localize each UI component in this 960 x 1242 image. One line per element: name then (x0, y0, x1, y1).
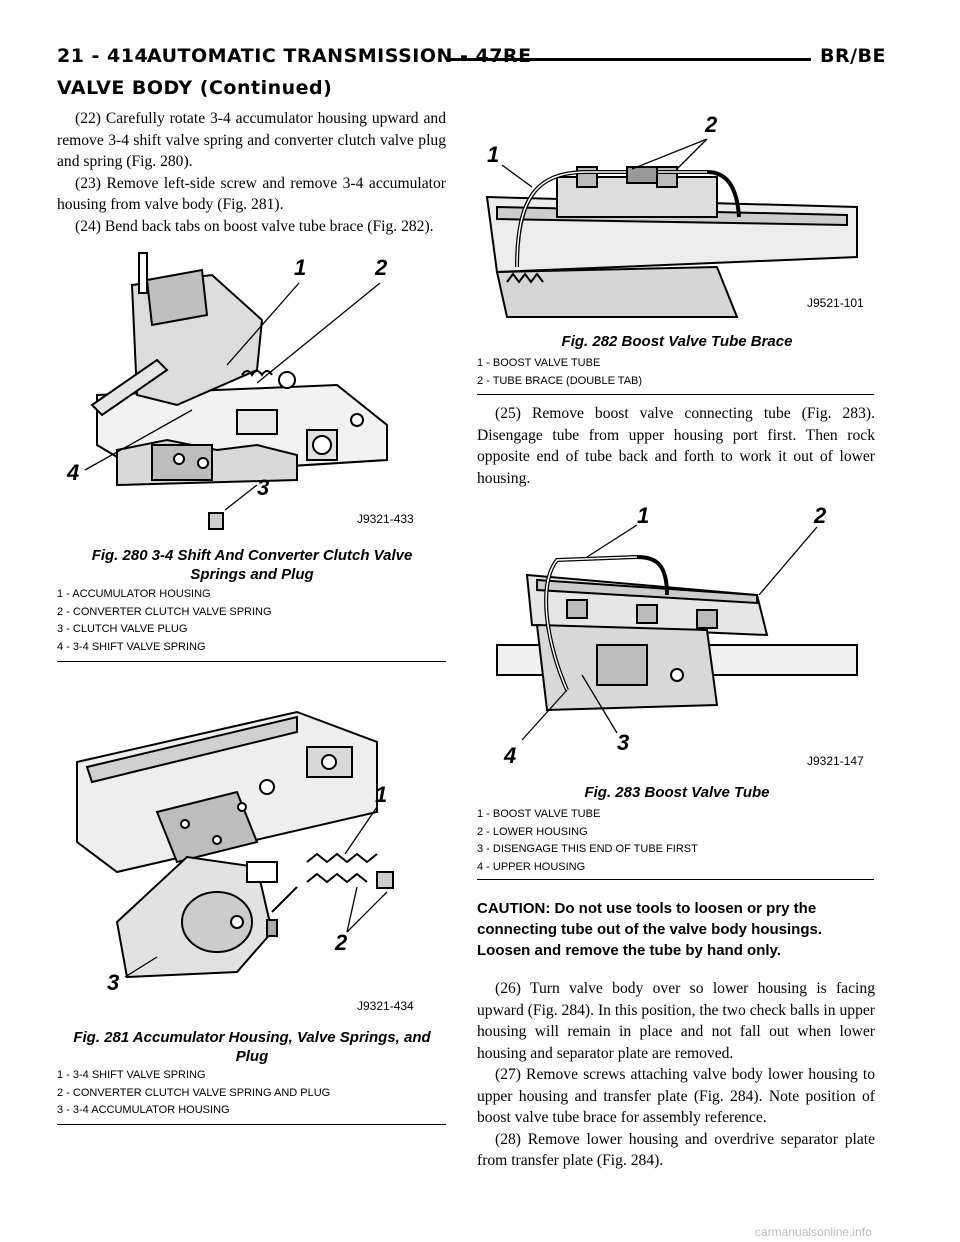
fig283-legend-item: 4 - UPPER HOUSING (477, 860, 586, 873)
fig283-code: J9321-147 (807, 754, 864, 768)
fig281-callout-1: 1 (375, 782, 388, 807)
fig282-rule (477, 394, 874, 395)
step-26: (26) Turn valve body over so lower housing is facing upward (Fig. 284). In this position, the two check balls in upper housing will remain in place and not fall out when lower housing and separator plate are removed. (477, 980, 875, 1062)
fig281-code: J9321-434 (357, 999, 414, 1013)
fig283-title: Fig. 283 Boost Valve Tube (584, 784, 770, 801)
fig280-callout-1: 1 (294, 255, 307, 280)
fig283-callout-2: 2 (814, 503, 827, 528)
fig280-callout-2: 2 (375, 255, 388, 280)
fig281-legend (57, 1067, 330, 1120)
fig282-legend (477, 355, 642, 390)
fig280-legend (57, 586, 272, 656)
fig283-legend-item: 2 - LOWER HOUSING (477, 825, 588, 838)
fig283-rule (477, 879, 874, 880)
fig282-callout-2: 2 (705, 112, 718, 137)
fig280-legend-item: 4 - 3-4 SHIFT VALVE SPRING (57, 640, 206, 653)
fig280-legend-item: 2 - CONVERTER CLUTCH VALVE SPRING (57, 605, 272, 618)
step-24: (24) Bend back tabs on boost valve tube brace (Fig. 282). (75, 217, 434, 235)
fig280-title: Fig. 280 3-4 Shift And Converter Clutch Valve Springs and Plug (91, 547, 413, 583)
fig282-illustration (477, 107, 877, 325)
step-23: (23) Remove left-side screw and remove 3-4 accumulator housing from valve body (Fig. 281). (57, 174, 446, 213)
fig280-legend-item: 1 - ACCUMULATOR HOUSING (57, 588, 211, 600)
chapter-title: AUTOMATIC TRANSMISSION - 47RE (147, 45, 532, 67)
fig283-legend (477, 806, 698, 876)
fig280-code: J9321-433 (357, 512, 414, 526)
fig282-legend-item: 1 - BOOST VALVE TUBE (477, 357, 601, 369)
fig283-illustration (477, 495, 877, 775)
header-rule (447, 58, 811, 61)
fig281-illustration (57, 672, 447, 1017)
fig282-callout-1: 1 (487, 142, 500, 167)
step-25: (25) Remove boost valve connecting tube (Fig. 283). Disengage tube from upper housing port first. Then rock opposite end of tube back and forth to work it out of lower housing. (477, 405, 875, 487)
fig281-callout-2: 2 (335, 930, 348, 955)
fig282-legend-item: 2 - TUBE BRACE (DOUBLE TAB) (477, 374, 643, 387)
right-steps-final (477, 978, 875, 1172)
watermark: carmanualsonline.info (755, 1225, 872, 1239)
fig281-legend-item: 3 - 3-4 ACCUMULATOR HOUSING (57, 1104, 230, 1116)
fig280-callout-3: 3 (257, 475, 270, 500)
fig280-callout-4: 4 (67, 460, 80, 485)
fig280-illustration (57, 245, 447, 535)
step-25-block (477, 403, 875, 489)
fig283-legend-item: 1 - BOOST VALVE TUBE (477, 808, 601, 820)
fig283-callout-3: 3 (617, 730, 630, 755)
left-steps (57, 108, 446, 237)
fig280-legend-item: 3 - CLUTCH VALVE PLUG (57, 623, 188, 635)
step-28: (28) Remove lower housing and overdrive separator plate from transfer plate (Fig. 284). (477, 1130, 875, 1169)
fig283-callout-4: 4 (504, 743, 517, 768)
fig281-rule (57, 1124, 446, 1125)
step-27: (27) Remove screws attaching valve body lower housing to upper housing and transfer plate (Fig. 284). Note position of boost valve tube brace for assembly reference. (477, 1066, 875, 1126)
fig281-legend-item: 1 - 3-4 SHIFT VALVE SPRING (57, 1069, 206, 1081)
fig282-code: J9521-101 (807, 296, 864, 310)
page-number: 21 - 414 (57, 45, 149, 67)
fig281-legend-item: 2 - CONVERTER CLUTCH VALVE SPRING AND PLUG (57, 1086, 331, 1099)
fig280-rule (57, 661, 446, 662)
fig282-title: Fig. 282 Boost Valve Tube Brace (561, 333, 793, 350)
caution-note: CAUTION: Do not use tools to loosen or pry the connecting tube out of the valve body housings. Loosen and remove the tube by hand only. (477, 900, 823, 959)
fig281-title: Fig. 281 Accumulator Housing, Valve Springs, and Plug (73, 1029, 431, 1065)
fig283-callout-1: 1 (637, 503, 650, 528)
fig283-legend-item: 3 - DISENGAGE THIS END OF TUBE FIRST (477, 843, 698, 855)
fig281-callout-3: 3 (107, 970, 120, 995)
section-title: VALVE BODY (Continued) (57, 77, 333, 99)
step-22: (22) Carefully rotate 3-4 accumulator housing upward and remove 3-4 shift valve spring and converter clutch valve plug and spring (Fig. 280). (57, 110, 446, 170)
model-code: BR/BE (820, 45, 887, 67)
